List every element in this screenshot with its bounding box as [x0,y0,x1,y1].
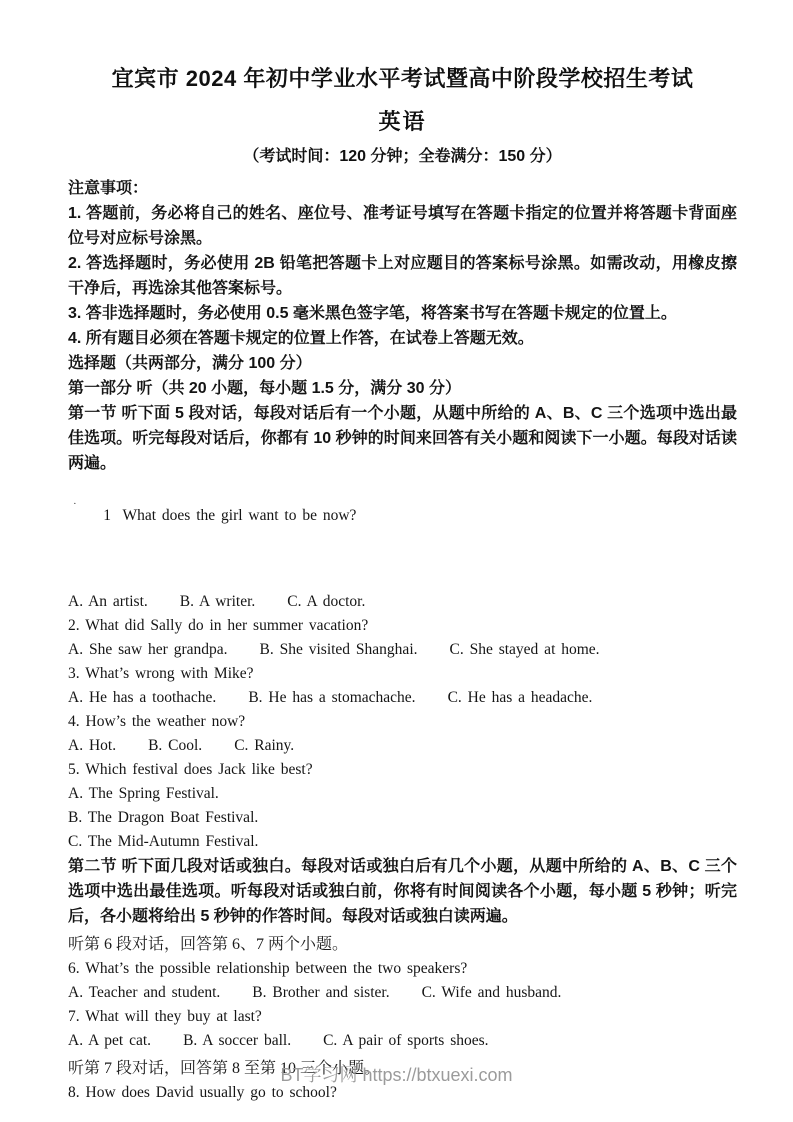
option-item: B. A writer. [179,593,256,610]
question-3-options [68,686,737,710]
question-4-options [68,734,737,758]
option-item: C. She stayed at home. [449,641,600,658]
option-item: A. She saw her grandpa. [68,641,228,658]
question-1-options [68,590,737,614]
question-5-option-b: B. The Dragon Boat Festival. [68,809,259,826]
dialog6-prompt: 听第 6 段对话，回答第 6、7 两个小题。 [68,936,349,953]
notice-item-4: 4. 所有题目必须在答题卡规定的位置上作答，在试卷上答题无效。 [68,330,534,347]
option-item: A. Teacher and student. [68,984,221,1001]
notice-item-2: 2. 答选择题时，务必使用 2B 铅笔把答题卡上对应题目的答案标号涂黑。如需改动，用橡皮擦干净后，再选涂其他答案标号。 [68,255,737,297]
dialog7-prompt: 听第 7 段对话，回答第 8 至第 10 三个小题。 [68,1060,381,1077]
question-3: 3. What’s wrong with Mike? [68,665,254,682]
question-5-option-c: C. The Mid-Autumn Festival. [68,833,259,850]
option-item: B. He has a stomachache. [248,689,416,706]
page-title: 宜宾市 2024 年初中学业水平考试暨高中阶段学校招生考试 [111,66,694,91]
question-6-options [68,981,737,1005]
question-5: 5. Which festival does Jack like best? [68,761,313,778]
part1-header: 第一部分 听（共 20 小题，每小题 1.5 分，满分 30 分） [68,380,461,397]
question-1 [68,480,737,576]
scan-artifact-mark: · [73,498,77,510]
option-item: A. An artist. [68,593,148,610]
option-item: C. Wife and husband. [421,984,562,1001]
option-item: C. Rainy. [234,737,295,754]
question-5-option-a: A. The Spring Festival. [68,785,219,802]
notice-item-3: 3. 答非选择题时，务必使用 0.5 毫米黑色签字笔，将答案书写在答题卡规定的位置上。 [68,305,677,322]
option-item: A. Hot. [68,737,117,754]
section1-instructions: 第一节 听下面 5 段对话，每段对话后有一个小题，从题中所给的 A、B、C 三个选项中选出最佳选项。听完每段对话后，你都有 10 秒钟的时间来回答有关小题和阅读下一小题。每段对话读两遍。 [68,405,737,472]
question-2-options [68,638,737,662]
notice-item-1: 1. 答题前，务必将自己的姓名、座位号、准考证号填写在答题卡指定的位置并将答题卡背面座位号对应标号涂黑。 [68,205,737,247]
option-item: A. A pet cat. [68,1032,152,1049]
notice-heading: 注意事项： [68,180,149,197]
option-item: C. A doctor. [287,593,366,610]
question-7-options [68,1029,737,1053]
option-item: B. Cool. [148,737,203,754]
choice-section-header: 选择题（共两部分，满分 100 分） [68,355,312,372]
watermark-text: BT学习网 https://btxuexi.com [280,1065,513,1085]
option-item: C. He has a headache. [447,689,593,706]
question-1-text: 1 What does the girl want to be now? [103,507,357,524]
question-6: 6. What’s the possible relationship between the two speakers? [68,960,468,977]
option-item: C. A pair of sports shoes. [323,1032,489,1049]
subject-title: 英语 [378,109,427,134]
question-2: 2. What did Sally do in her summer vacation? [68,617,369,634]
question-7: 7. What will they buy at last? [68,1008,262,1025]
question-4: 4. How’s the weather now? [68,713,246,730]
option-item: A. He has a toothache. [68,689,217,706]
option-item: B. Brother and sister. [252,984,390,1001]
question-8: 8. How does David usually go to school? [68,1084,337,1101]
option-item: B. She visited Shanghai. [259,641,418,658]
exam-info-line: （考试时间：120 分钟；全卷满分：150 分） [243,148,562,165]
option-item: B. A soccer ball. [183,1032,292,1049]
section2-instructions: 第二节 听下面几段对话或独白。每段对话或独白后有几个小题，从题中所给的 A、B、C 三个选项中选出最佳选项。听每段对话或独白前，你将有时间阅读各个小题，每小题 5 秒钟；听完后，各小题将给出 5 秒钟的作答时间。每段对话或独白读两遍。 [68,858,737,925]
